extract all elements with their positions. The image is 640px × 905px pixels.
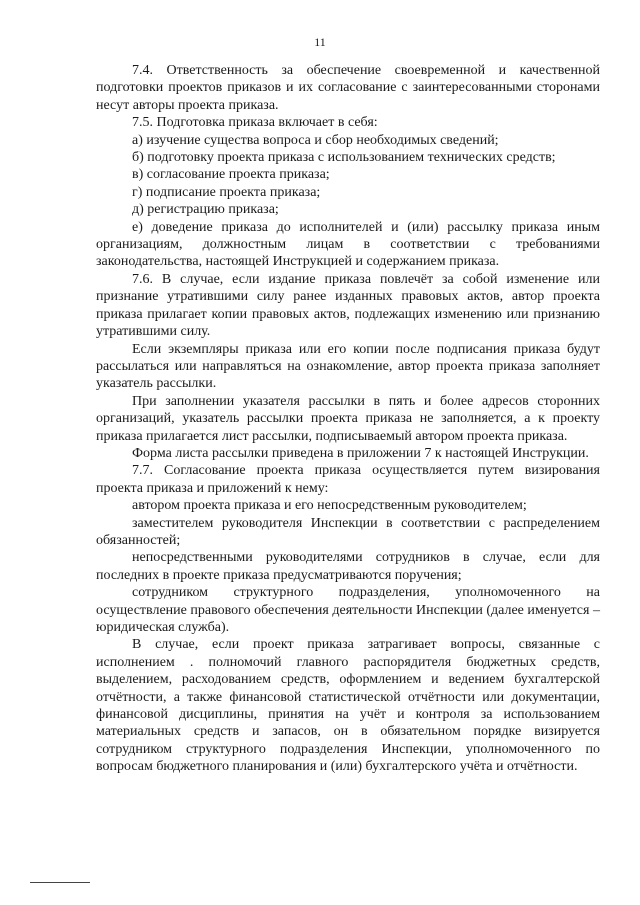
paragraph-7-5: 7.5. Подготовка приказа включает в себя: <box>132 115 378 131</box>
paragraph-copies: Если экземпляры приказа или его копии после подписания приказа будут рассылаться или направляться на ознакомление, автор проекта приказа заполняет указатель рассылки. <box>96 341 600 392</box>
paragraph-distribution: При заполнении указателя рассылки в пять и более адресов сторонних организаций, указатель рассылки проекта приказа не заполняется, а к проекту приказа прилагается лист рассылки, подписываемый автором проекта приказа. <box>96 393 600 444</box>
list-item-b: б) подготовку проекта приказа с использованием технических средств; <box>132 150 556 166</box>
list-item-a: а) изучение существа вопроса и сбор необходимых сведений; <box>132 132 499 148</box>
approver-item-deputy: заместителем руководителя Инспекции в соответствии с распределением обязанностей; <box>96 515 600 548</box>
paragraph-7-6: 7.6. В случае, если издание приказа повлечёт за собой изменение или признание утратившими силу ранее изданных правовых актов, автор проекта приказа прилагает копии правовых актов, подлежащих изменению или признанию утратившими силу. <box>96 271 600 340</box>
list-item-v: в) согласование проекта приказа; <box>132 167 330 183</box>
paragraph-7-7: 7.7. Согласование проекта приказа осуществляется путем визирования проекта приказа и приложений к нему: <box>96 463 600 496</box>
paragraph-budget: В случае, если проект приказа затрагивает вопросы, связанные с исполнением . полномочий главного распорядителя бюджетных средств, выделением, расходованием средств, оформлением и ведением бухгалтерской отчётности, а также финансовой статистической отчётности или документации, финансовой дисциплины, принятия на учёт и контроля за использованием материальных средств и запасов, он в обязательном порядке визируется сотрудником структурного подразделения Инспекции, уполномоченного по вопросам бюджетного планирования и (или) бухгалтерского учёта и отчётности. <box>96 637 600 775</box>
list-item-e: е) доведение приказа до исполнителей и (или) рассылку приказа иным организациям, должностным лицам в соответствии с требованиями законодательства, настоящей Инструкцией и содержанием приказа. <box>96 219 600 270</box>
list-item-d: д) регистрацию приказа; <box>132 202 279 218</box>
approver-item-managers: непосредственными руководителями сотрудников в случае, если для последних в проекте приказа предусматриваются поручения; <box>96 550 600 583</box>
document-body <box>96 62 600 776</box>
paragraph-form: Форма листа рассылки приведена в приложении 7 к настоящей Инструкции. <box>132 445 589 461</box>
approver-item-author: автором проекта приказа и его непосредственным руководителем; <box>132 498 527 514</box>
page-number: 11 <box>314 35 326 49</box>
footnote-divider <box>30 882 90 883</box>
paragraph-7-4: 7.4. Ответственность за обеспечение своевременной и качественной подготовки проектов приказов и их согласование с заинтересованными сторонами несут авторы проекта приказа. <box>96 63 600 113</box>
list-item-g: г) подписание проекта приказа; <box>132 184 321 200</box>
approver-item-legal: сотрудником структурного подразделения, уполномоченного на осуществление правового обеспечения деятельности Инспекции (далее именуется – юридическая служба). <box>96 585 600 635</box>
